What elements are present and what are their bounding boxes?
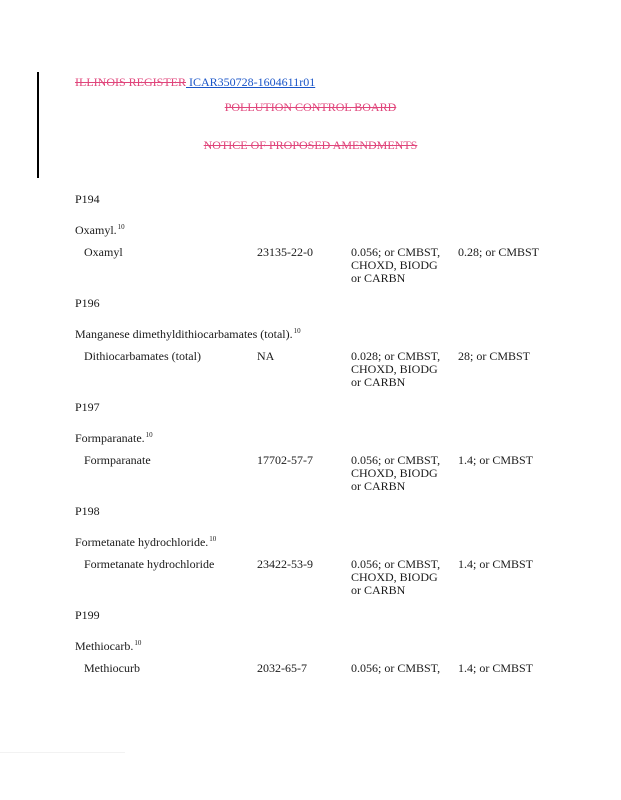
waste-code: P194 (75, 192, 100, 206)
waste-section (75, 608, 555, 676)
wastewater-standard: 0.056; or CMBST, CHOXD, BIODG or CARBN (351, 245, 441, 285)
waste-section (75, 400, 555, 504)
cas-number: 23422-53-9 (257, 557, 313, 571)
register-header (75, 75, 315, 90)
waste-code: P199 (75, 608, 100, 622)
waste-section (75, 192, 555, 296)
constituent: Methiocurb (84, 661, 140, 675)
cas-number: 2032-65-7 (257, 661, 307, 675)
table-row (75, 246, 555, 296)
constituent: Formparanate (84, 453, 151, 467)
substance-name: Oxamyl.$^{10}$ (75, 223, 125, 237)
nonwastewater-standard: 0.28; or CMBST (458, 245, 540, 259)
cas-number: NA (257, 349, 275, 363)
nonwastewater-standard: 1.4; or CMBST (458, 661, 534, 675)
waste-section (75, 296, 555, 400)
waste-code: P198 (75, 504, 100, 518)
waste-code: P196 (75, 296, 100, 310)
footnote-ref: 10 (134, 639, 142, 647)
substance-name: Manganese dimethyldithiocarbamates (total).$^{10}$ (75, 327, 301, 341)
nonwastewater-standard: 1.4; or CMBST (458, 453, 534, 467)
footnote-ref: 10 (293, 327, 301, 335)
register-deleted-text: ILLINOIS REGISTER (75, 75, 186, 89)
cas-number: 17702-57-7 (257, 453, 313, 467)
waste-code: P197 (75, 400, 100, 414)
treatment-standards-table (75, 192, 555, 676)
table-row (75, 350, 555, 400)
footnote-ref: 10 (117, 223, 125, 231)
footnote-ref: 10 (209, 535, 217, 543)
notice-header: NOTICE OF PROPOSED AMENDMENTS (203, 138, 418, 152)
constituent: Oxamyl (84, 245, 123, 259)
table-row (75, 558, 555, 608)
table-row (75, 662, 555, 676)
wastewater-standard: 0.056; or CMBST, CHOXD, BIODG or CARBN (351, 557, 441, 597)
footnote-ref: 10 (145, 431, 153, 439)
nonwastewater-standard: 28; or CMBST (458, 349, 531, 363)
wastewater-standard: 0.056; or CMBST, CHOXD, BIODG or CARBN (351, 453, 441, 493)
substance-name: Formparanate.$^{10}$ (75, 431, 153, 445)
constituent: Dithiocarbamates (total) (84, 349, 201, 363)
constituent: Formetanate hydrochloride (84, 557, 215, 571)
nonwastewater-standard: 1.4; or CMBST (458, 557, 534, 571)
substance-name: Formetanate hydrochloride.$^{10}$ (75, 535, 217, 549)
table-row (75, 454, 555, 504)
waste-section (75, 504, 555, 608)
wastewater-standard: 0.056; or CMBST, (351, 661, 441, 675)
wastewater-standard: 0.028; or CMBST, CHOXD, BIODG or CARBN (351, 349, 441, 389)
footer-divider (0, 752, 125, 753)
board-header: POLLUTION CONTROL BOARD (224, 100, 397, 114)
cas-number: 23135-22-0 (257, 245, 313, 259)
substance-name: Methiocarb.$^{10}$ (75, 639, 142, 653)
register-inserted-link[interactable]: ICAR350728-1604611r01 (189, 75, 316, 89)
revision-change-bar (37, 72, 39, 178)
